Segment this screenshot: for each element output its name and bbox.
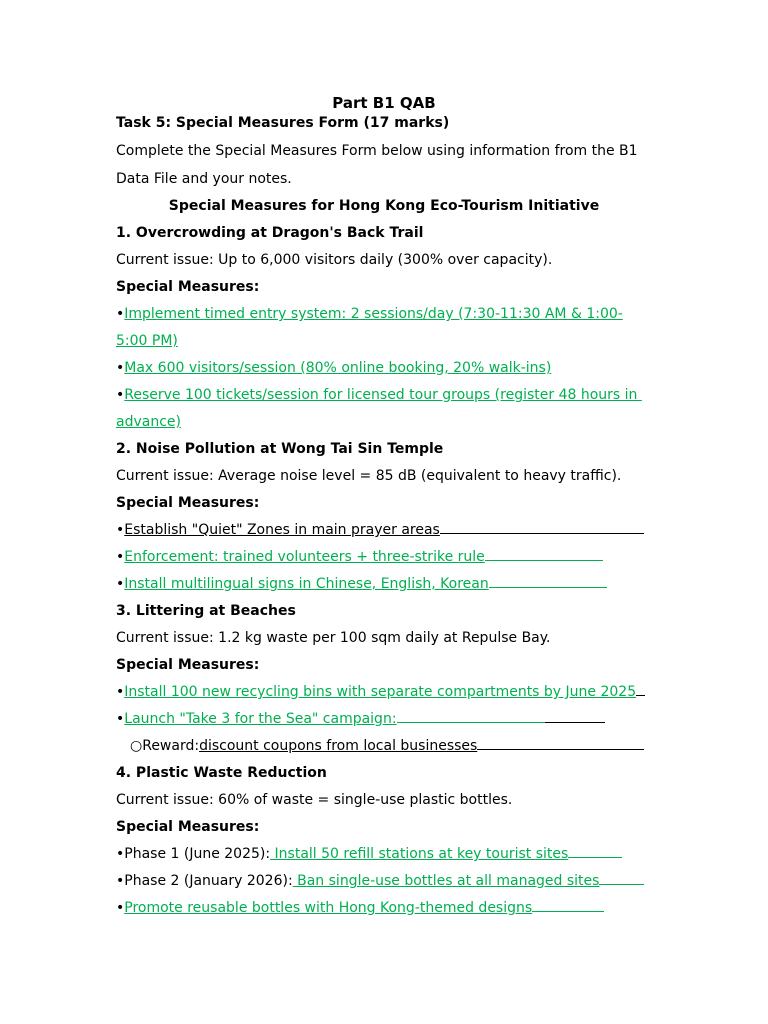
reward-answer: discount coupons from local businesses bbox=[199, 738, 478, 754]
section-2-issue: Current issue: Average noise level = 85 dB (equivalent to heavy traffic). bbox=[116, 468, 622, 484]
measure-answer: Install multilingual signs in Chinese, English, Korean bbox=[124, 576, 489, 592]
section-1-issue: Current issue: Up to 6,000 visitors daily (300% over capacity). bbox=[116, 252, 553, 268]
bullet: • bbox=[116, 576, 125, 592]
phase-label: Phase 1 (June 2025): bbox=[124, 846, 271, 862]
answer-blank-line bbox=[477, 734, 644, 750]
answer-blank-line bbox=[636, 680, 645, 696]
section-4-heading: 4. Plastic Waste Reduction bbox=[116, 765, 327, 781]
phase-label: Phase 2 (January 2026): bbox=[124, 873, 293, 889]
section-3-measures-label: Special Measures: bbox=[116, 657, 260, 673]
section-1-measure-1-cont[interactable] bbox=[116, 328, 652, 355]
answer-blank-line bbox=[440, 518, 644, 534]
section-1-measure-1[interactable] bbox=[116, 301, 652, 328]
section-1-measures-label: Special Measures: bbox=[116, 279, 260, 295]
instruction-line-1: Complete the Special Measures Form below using information from the B1 bbox=[116, 143, 638, 159]
sub-bullet-icon: ○ bbox=[130, 738, 143, 754]
bullet: • bbox=[116, 684, 125, 700]
bullet: • bbox=[116, 873, 125, 889]
answer-blank-line bbox=[485, 545, 603, 561]
section-3-heading: 3. Littering at Beaches bbox=[116, 603, 296, 619]
measure-answer: Reserve 100 tickets/session for licensed tour groups (register 48 hours in bbox=[124, 387, 642, 403]
part-title: Part B1 QAB bbox=[332, 94, 436, 112]
bullet: • bbox=[116, 522, 125, 538]
bullet: • bbox=[116, 387, 125, 403]
answer-blank-line bbox=[489, 572, 607, 588]
answer-blank-line bbox=[568, 842, 622, 858]
measure-answer: Implement timed entry system: 2 sessions/day (7:30-11:30 AM & 1:00- bbox=[124, 306, 623, 322]
measure-answer: advance) bbox=[116, 414, 181, 430]
bullet: • bbox=[116, 360, 125, 376]
measure-answer: Promote reusable bottles with Hong Kong-themed designs bbox=[124, 900, 533, 916]
measure-answer: Install 100 new recycling bins with separate compartments by June 2025 bbox=[124, 684, 637, 700]
section-4-measures-label: Special Measures: bbox=[116, 819, 260, 835]
measure-answer: Launch "Take 3 for the Sea" campaign: bbox=[124, 711, 397, 727]
bullet: • bbox=[116, 846, 125, 862]
section-2-measure-3[interactable] bbox=[116, 571, 652, 598]
section-4-measure-3[interactable] bbox=[116, 895, 652, 922]
measure-answer: Establish "Quiet" Zones in main prayer areas bbox=[124, 522, 440, 538]
section-4-phase-1[interactable] bbox=[116, 841, 652, 868]
section-1-measure-2[interactable] bbox=[116, 355, 652, 382]
section-1-heading: 1. Overcrowding at Dragon's Back Trail bbox=[116, 225, 424, 241]
task-title: Task 5: Special Measures Form (17 marks) bbox=[116, 115, 450, 131]
section-2-measure-1[interactable] bbox=[116, 517, 652, 544]
section-2-heading: 2. Noise Pollution at Wong Tai Sin Temple bbox=[116, 441, 444, 457]
measure-answer: Enforcement: trained volunteers + three-strike rule bbox=[124, 549, 485, 565]
section-1-measure-3-cont[interactable] bbox=[116, 409, 652, 436]
instruction-line-2: Data File and your notes. bbox=[116, 171, 292, 187]
reward-label: Reward: bbox=[142, 738, 200, 754]
form-title: Special Measures for Hong Kong Eco-Tourism Initiative bbox=[168, 198, 600, 214]
section-1-measure-3[interactable] bbox=[116, 382, 652, 409]
answer-blank-line bbox=[532, 896, 604, 912]
section-3-measure-2[interactable] bbox=[116, 706, 652, 733]
section-3-reward[interactable] bbox=[116, 733, 652, 760]
measure-answer: 5:00 PM) bbox=[116, 333, 178, 349]
answer-blank-line bbox=[397, 707, 545, 723]
section-2-measure-2[interactable] bbox=[116, 544, 652, 571]
section-4-phase-2[interactable] bbox=[116, 868, 652, 895]
answer-blank-line bbox=[545, 707, 605, 723]
answer-blank-line bbox=[599, 869, 644, 885]
section-2-measures-label: Special Measures: bbox=[116, 495, 260, 511]
phase-answer: Ban single-use bottles at all managed sites bbox=[292, 873, 600, 889]
section-4-issue: Current issue: 60% of waste = single-use plastic bottles. bbox=[116, 792, 513, 808]
bullet: • bbox=[116, 900, 125, 916]
section-3-measure-1[interactable] bbox=[116, 679, 652, 706]
measure-answer: Max 600 visitors/session (80% online booking, 20% walk-ins) bbox=[124, 360, 552, 376]
bullet: • bbox=[116, 711, 125, 727]
section-3-issue: Current issue: 1.2 kg waste per 100 sqm daily at Repulse Bay. bbox=[116, 630, 551, 646]
form-page bbox=[116, 92, 652, 922]
phase-answer: Install 50 refill stations at key tourist sites bbox=[270, 846, 569, 862]
bullet: • bbox=[116, 549, 125, 565]
bullet: • bbox=[116, 306, 125, 322]
